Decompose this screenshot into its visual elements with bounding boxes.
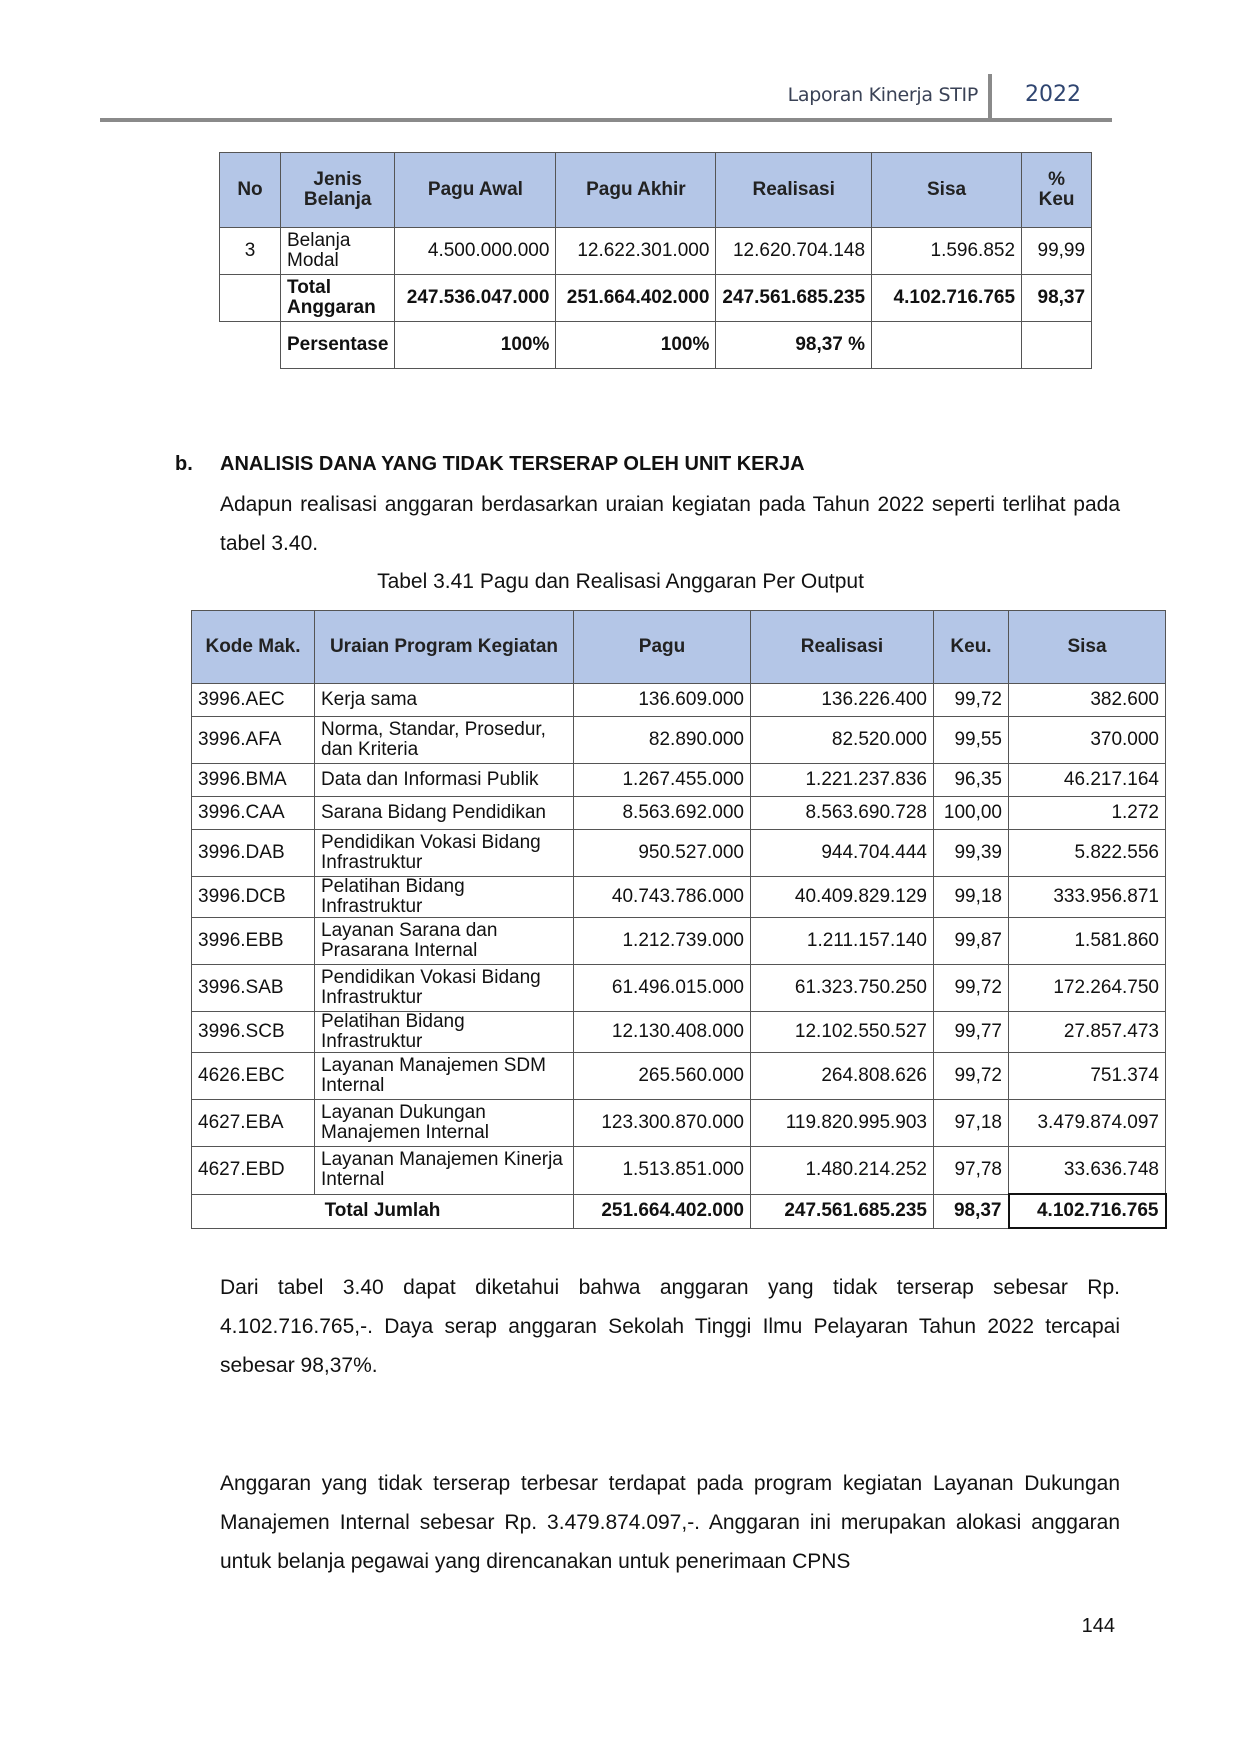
cell-kode: 4626.EBC	[192, 1053, 315, 1100]
page-header	[100, 72, 1112, 122]
report-year: 2022	[1025, 82, 1081, 107]
cell-sisa: 1.596.852	[872, 228, 1022, 275]
cell-kode: 3996.BMA	[192, 764, 315, 797]
cell-keu: 99,77	[934, 1012, 1009, 1053]
cell-jenis: Belanja Modal	[281, 228, 395, 275]
cell-keu: 97,18	[934, 1100, 1009, 1147]
cell-uraian: Layanan Sarana dan Prasarana Internal	[315, 918, 574, 965]
cell-realisasi: 82.520.000	[751, 717, 934, 764]
cell-uraian: Data dan Informasi Publik	[315, 764, 574, 797]
cell-keu: 97,78	[934, 1147, 1009, 1195]
col-header-pagu: Pagu	[574, 611, 751, 684]
cell-keu: 96,35	[934, 764, 1009, 797]
cell-uraian: Pelatihan Bidang Infrastruktur	[315, 877, 574, 918]
cell-uraian: Pendidikan Vokasi Bidang Infrastruktur	[315, 830, 574, 877]
cell-kode: 3996.DCB	[192, 877, 315, 918]
cell-sisa: 751.374	[1009, 1053, 1166, 1100]
cell-realisasi: 12.620.704.148	[716, 228, 872, 275]
cell-total-pagu: 251.664.402.000	[574, 1194, 751, 1228]
cell-realisasi: 1.221.237.836	[751, 764, 934, 797]
table-caption: Tabel 3.41 Pagu dan Realisasi Anggaran Per Output	[377, 570, 864, 593]
cell-pagu: 82.890.000	[574, 717, 751, 764]
cell-persentase-pagu-awal: 100%	[395, 322, 556, 369]
cell-uraian: Norma, Standar, Prosedur, dan Kriteria	[315, 717, 574, 764]
cell-persentase-pagu-akhir: 100%	[556, 322, 716, 369]
cell-kode: 3996.EBB	[192, 918, 315, 965]
cell-keu: 99,72	[934, 965, 1009, 1012]
cell-pagu: 123.300.870.000	[574, 1100, 751, 1147]
table-row	[220, 228, 1092, 275]
cell-sisa: 33.636.748	[1009, 1147, 1166, 1195]
cell-total-keu: 98,37	[1022, 275, 1092, 322]
page-number: 144	[1081, 1615, 1115, 1637]
cell-kode: 4627.EBA	[192, 1100, 315, 1147]
col-header-pagu-akhir: Pagu Akhir	[556, 153, 716, 228]
total-row	[192, 1194, 1166, 1228]
section-heading	[175, 453, 805, 476]
cell-keu: 100,00	[934, 797, 1009, 830]
table-row	[192, 965, 1166, 1012]
cell-no-empty	[220, 275, 281, 322]
cell-total-keu: 98,37	[934, 1194, 1009, 1228]
percentage-row	[220, 322, 1092, 369]
cell-sisa: 46.217.164	[1009, 764, 1166, 797]
cell-sisa: 172.264.750	[1009, 965, 1166, 1012]
cell-realisasi: 61.323.750.250	[751, 965, 934, 1012]
cell-kode: 3996.AEC	[192, 684, 315, 717]
cell-keu: 99,39	[934, 830, 1009, 877]
cell-kode: 3996.SAB	[192, 965, 315, 1012]
table-row	[192, 830, 1166, 877]
cell-empty	[220, 322, 281, 369]
section-title: ANALISIS DANA YANG TIDAK TERSERAP OLEH UNIT KERJA	[220, 453, 805, 475]
col-header-realisasi: Realisasi	[751, 611, 934, 684]
table-row	[192, 717, 1166, 764]
col-header-jenis: Jenis Belanja	[281, 153, 395, 228]
cell-total-sisa: 4.102.716.765	[1009, 1194, 1166, 1228]
col-header-realisasi: Realisasi	[716, 153, 872, 228]
col-header-sisa: Sisa	[872, 153, 1022, 228]
table-row	[192, 1100, 1166, 1147]
cell-kode: 3996.DAB	[192, 830, 315, 877]
cell-no: 3	[220, 228, 281, 275]
cell-realisasi: 12.102.550.527	[751, 1012, 934, 1053]
cell-pagu-awal: 4.500.000.000	[395, 228, 556, 275]
report-title: Laporan Kinerja STIP	[787, 84, 978, 106]
cell-sisa: 1.581.860	[1009, 918, 1166, 965]
cell-total-label: Total Jumlah	[192, 1194, 574, 1228]
table-header-row	[192, 611, 1166, 684]
cell-pagu: 265.560.000	[574, 1053, 751, 1100]
budget-per-output-table	[191, 610, 1167, 1229]
cell-keu: 99,55	[934, 717, 1009, 764]
col-header-pagu-awal: Pagu Awal	[395, 153, 556, 228]
cell-total-realisasi: 247.561.685.235	[751, 1194, 934, 1228]
cell-keu: 99,87	[934, 918, 1009, 965]
cell-kode: 3996.AFA	[192, 717, 315, 764]
cell-sisa: 370.000	[1009, 717, 1166, 764]
paragraph-1: Dari tabel 3.40 dapat diketahui bahwa anggaran yang tidak terserap sebesar Rp. 4.102.716.765,-. Daya serap anggaran Sekolah Tinggi Ilmu Pelayaran Tahun 2022 tercapai sebesar 98,37%.	[220, 1276, 1120, 1377]
cell-uraian: Layanan Manajemen SDM Internal	[315, 1053, 574, 1100]
cell-uraian: Layanan Manajemen Kinerja Internal	[315, 1147, 574, 1195]
col-header-keu: % Keu	[1022, 153, 1092, 228]
cell-total-label: Total Anggaran	[281, 275, 395, 322]
header-rule	[100, 118, 1112, 122]
cell-total-sisa: 4.102.716.765	[872, 275, 1022, 322]
section-marker: b.	[175, 453, 193, 475]
table-header-row	[220, 153, 1092, 228]
cell-sisa: 382.600	[1009, 684, 1166, 717]
cell-uraian: Pelatihan Bidang Infrastruktur	[315, 1012, 574, 1053]
paragraph-2: Anggaran yang tidak terserap terbesar terdapat pada program kegiatan Layanan Dukungan Manajemen Internal sebesar Rp. 3.479.874.097,-. Anggaran ini merupakan alokasi anggaran untuk belanja pegawai yang direncanakan untuk penerimaan CPNS	[220, 1472, 1120, 1573]
table-row	[192, 764, 1166, 797]
cell-persentase-realisasi: 98,37 %	[716, 322, 872, 369]
cell-keu: 99,72	[934, 1053, 1009, 1100]
cell-empty	[872, 322, 1022, 369]
cell-realisasi: 40.409.829.129	[751, 877, 934, 918]
intro-paragraph: Adapun realisasi anggaran berdasarkan uraian kegiatan pada Tahun 2022 seperti terlihat pada tabel 3.40.	[220, 493, 1120, 555]
cell-pagu: 136.609.000	[574, 684, 751, 717]
cell-realisasi: 264.808.626	[751, 1053, 934, 1100]
cell-pagu: 12.130.408.000	[574, 1012, 751, 1053]
table-row	[192, 797, 1166, 830]
table-row	[192, 877, 1166, 918]
cell-keu: 99,72	[934, 684, 1009, 717]
cell-keu: 99,99	[1022, 228, 1092, 275]
table-row	[192, 1147, 1166, 1195]
header-divider	[988, 74, 992, 120]
cell-empty	[1022, 322, 1092, 369]
cell-pagu-akhir: 12.622.301.000	[556, 228, 716, 275]
cell-pagu: 950.527.000	[574, 830, 751, 877]
col-header-sisa: Sisa	[1009, 611, 1166, 684]
col-header-keu: Keu.	[934, 611, 1009, 684]
cell-total-pagu-awal: 247.536.047.000	[395, 275, 556, 322]
col-header-no: No	[220, 153, 281, 228]
cell-sisa: 27.857.473	[1009, 1012, 1166, 1053]
cell-sisa: 3.479.874.097	[1009, 1100, 1166, 1147]
cell-persentase-label: Persentase	[281, 322, 395, 369]
cell-sisa: 5.822.556	[1009, 830, 1166, 877]
cell-realisasi: 944.704.444	[751, 830, 934, 877]
col-header-kode: Kode Mak.	[192, 611, 315, 684]
cell-pagu: 40.743.786.000	[574, 877, 751, 918]
cell-realisasi: 8.563.690.728	[751, 797, 934, 830]
cell-kode: 3996.SCB	[192, 1012, 315, 1053]
cell-kode: 3996.CAA	[192, 797, 315, 830]
table-row	[192, 918, 1166, 965]
cell-keu: 99,18	[934, 877, 1009, 918]
cell-realisasi: 119.820.995.903	[751, 1100, 934, 1147]
cell-pagu: 1.513.851.000	[574, 1147, 751, 1195]
cell-pagu: 1.212.739.000	[574, 918, 751, 965]
cell-realisasi: 136.226.400	[751, 684, 934, 717]
cell-uraian: Sarana Bidang Pendidikan	[315, 797, 574, 830]
col-header-uraian: Uraian Program Kegiatan	[315, 611, 574, 684]
table-row	[192, 1053, 1166, 1100]
table-row	[192, 684, 1166, 717]
cell-uraian: Layanan Dukungan Manajemen Internal	[315, 1100, 574, 1147]
cell-sisa: 1.272	[1009, 797, 1166, 830]
cell-sisa: 333.956.871	[1009, 877, 1166, 918]
cell-total-realisasi: 247.561.685.235	[716, 275, 872, 322]
cell-realisasi: 1.480.214.252	[751, 1147, 934, 1195]
cell-pagu: 1.267.455.000	[574, 764, 751, 797]
total-row	[220, 275, 1092, 322]
cell-realisasi: 1.211.157.140	[751, 918, 934, 965]
budget-summary-table	[219, 152, 1092, 369]
table-row	[192, 1012, 1166, 1053]
cell-uraian: Pendidikan Vokasi Bidang Infrastruktur	[315, 965, 574, 1012]
cell-kode: 4627.EBD	[192, 1147, 315, 1195]
cell-pagu: 8.563.692.000	[574, 797, 751, 830]
cell-uraian: Kerja sama	[315, 684, 574, 717]
cell-pagu: 61.496.015.000	[574, 965, 751, 1012]
cell-total-pagu-akhir: 251.664.402.000	[556, 275, 716, 322]
